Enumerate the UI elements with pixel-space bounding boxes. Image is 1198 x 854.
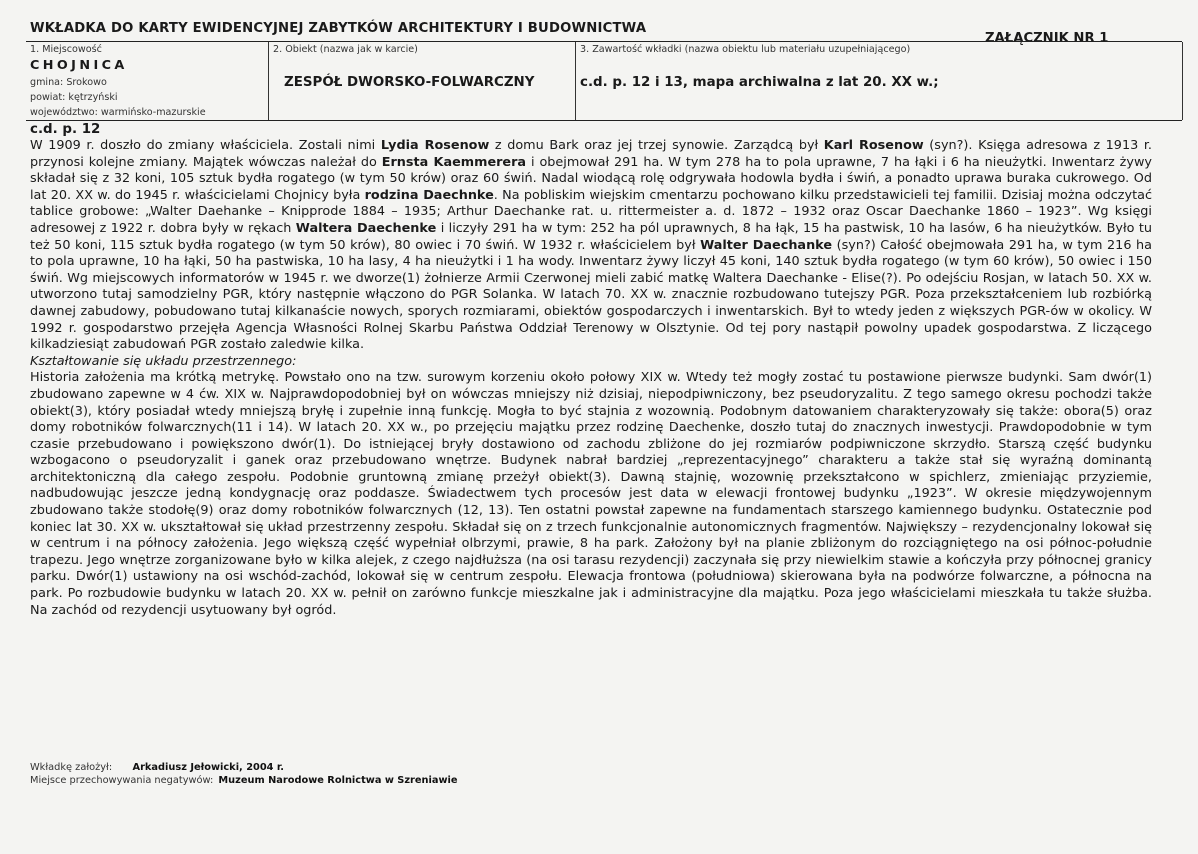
storage-line [30, 768, 458, 787]
bold-name: Walter Daechanke [700, 237, 833, 253]
town-name: CHOJNICA [30, 58, 128, 73]
storage-value: Muzeum Narodowe Rolnictwa w Szreniawie [218, 775, 458, 786]
powiat-line: powiat: kętrzyński [30, 92, 118, 103]
location-label: 1. Miejscowość [30, 44, 102, 55]
text-run: (syn?) Całość obejmowała 291 ha, w tym 216 ha to pola uprawne, 10 ha łąki, 50 ha pastwiska, 10 ha lasy, 4 ha nieużytki i 1 ha wody. Inwentarz żywy liczył 45 koni, 140 sztuk bydła rogatego (w tym 60 krów), 50 owiec i 150 świń. Wg miejscowych informatorów w 1945 r. we dworze(1) żołnierze Armii Czerwonej mieli zabić matkę Waltera Daechanke - Elise(?). Po odejściu Rosjan, w latach 50. XX w. utworzono tutaj samodzielny PGR, który następnie włączono do PGR Solanka. W latach 70. XX w. znacznie rozbudowano tutejszy PGR. Poza przekształceniem lub rozbiórką dawnej zabudowy, pobudowano tutaj kilkanaście nowych, sporych rozmiarami, obiektów gospodarczych i inwentarskich. Był to wtedy jeden z większych PGR-ów w okolicy. W 1992 r. gospodarstwo przejęła Agencja Własności Rolnej Skarbu Państwa Oddział Terenowy w Olsztynie. Od tej pory nastąpił powolny upadek gospodarstwa. Z liczącego kilkadziesiąt zabudowań PGR zostało zaledwie kilka. [30, 237, 1152, 353]
object-cell [269, 42, 576, 120]
subsection-title: Kształtowanie się układu przestrzennego: [30, 353, 297, 369]
content-label: 3. Zawartość wkładki (nazwa obiektu lub materiału uzupełniającego) [580, 44, 911, 55]
location-cell [26, 42, 269, 120]
bold-name: Ernsta Kaemmerera [381, 154, 527, 170]
text-run: W 1909 r. doszło do zmiany właściciela. Zostali nimi [30, 138, 381, 153]
bold-name: Lydia Rosenow [380, 138, 490, 153]
gmina-line: gmina: Srokowo [30, 77, 107, 88]
storage-label: Miejsce przechowywania negatywów: [30, 775, 214, 786]
object-name: ZESPÓŁ DWORSKO-FOLWARCZNY [284, 75, 535, 90]
spatial-layout-paragraph: Historia założenia ma krótką metrykę. Powstało ono na tzw. surowym korzeniu około połowy XIX w. Wtedy też mogły zostać tu postawione pierwsze budynki. Sam dwór(1) zbudowano zapewne w 4 ćw. XIX w. Najprawdopodobniej był on wówczas mniejszy niż dzisiaj, niepodpiwniczony, bez pseudoryzalitu. Z tego samego okresu pochodzi także obiekt(3), który posiadał wtedy mniejszą bryłę i zupełnie inną funkcję. Mogła to być stajnia z wozownią. Podobnym datowaniem charakteryzowały się także: obora(5) oraz domy robotników folwarcznych(11 i 14). W latach 20. XX w., po przejęciu majątku przez rodzinę Daechenke, doszło tutaj do znacznych inwestycji. Prawdopodobnie w tym czasie przebudowano i powiększono dwór(1). Do istniejącej bryły dostawiono od zachodu zbliżone do jej rozmiarów podpiwniczone skrzydło. Starszą część budynku wzbogacono o pseudoryzalit i ganek oraz przebudowano wnętrze. Budynek nabrał bardziej „reprezentacyjnego” charakteru a także stał się wyraźną dominantą architektoniczną dla całego zespołu. Podobnie gruntowną zmianę przeżył obiekt(3). Dawną stajnię, wozownię przekształcono w spichlerz, zmieniając przyziemie, nadbudowując jeszcze jedną kondygnację oraz poddasze. Świadectwem tych procesów jest data w elewacji frontowej budynku „1923”. W okresie międzywojennym zbudowano także stodołę(9) oraz domy robotników folwarcznych (12, 13). Ten ostatni powstał zapewne na fundamentach starszego kamiennego budynku. Ostatecznie pod koniec lat 30. XX w. ukształtował się układ przestrzenny zespołu. Składał się on z trzech funkcjonalnie autonomicznych fragmentów. Największy – rezydencjonalny lokował się w centrum i na północy założenia. Jego większą część wypełniał olbrzymi, prawie, 8 ha park. Założony był na planie zbliżonym do rozciągniętego na osi północ-południe trapezu. Jego wnętrze zorganizowane było w kilka alejek, z czego najdłuższa (na osi tarasu rezydencji) zaczynała się przy niewielkim stawie a kończyła przy północnej granicy parku. Dwór(1) ustawiony na osi wschód-zachód, lokował się w centrum zespołu. Elewacja frontowa (południowa) skierowana była na podwórze folwarczne, a północna na park. Po rozbudowie budynku w latach 20. XX w. pełnił on zarówno funkcje mieszkalne jak i administracyjne dla majątku. Poza jego właścicielami mieszkała tu także służba. Na zachód od rezydencji usytuowany był ogród. [30, 370, 1152, 618]
content-cell [576, 42, 1183, 120]
text-run: z domu Bark oraz jej trzej synowie. Zarządcą był [489, 138, 824, 153]
document-title: WKŁADKA DO KARTY EWIDENCYJNEJ ZABYTKÓW ARCHITEKTURY I BUDOWNICTWA [30, 21, 647, 36]
content-value: c.d. p. 12 i 13, mapa archiwalna z lat 20. XX w.; [580, 75, 939, 90]
history-paragraph [30, 138, 1152, 354]
text-run: . Na pobliskim wiejskim cmentarzu pochowano kilku przedstawicieli tej familii. Dzisiaj można odczytać tablice grobowe: „Walter Daehanke – Knipprode 1884 – 1935; Arthur Daechanke rat. u. rittermeister a. d. 1872 – 1932 oraz Oscar Daechanke 1860 – 1923”. Wg księgi adresowej z 1922 r. dobra były w rękach [30, 187, 1152, 236]
object-label: 2. Obiekt (nazwa jak w karcie) [273, 44, 418, 55]
bold-name: Karl Rosenow [823, 138, 924, 153]
bold-name: rodzina Daechnke [364, 187, 494, 203]
bold-name: Waltera Daechenke [295, 220, 437, 236]
text-run: i liczyły 291 ha w tym: 252 ha pól uprawnych, 8 ha łąk, 15 ha pastwisk, 10 ha lasów, 6 ha nieużytków. Było tu też 50 koni, 115 sztuk bydła rogatego (w tym 50 krów), 80 owiec i 70 świń. W 1932 r. właścicielem był [30, 220, 1152, 253]
body-text [30, 138, 1152, 619]
author-label: Wkładkę założył: [30, 762, 113, 773]
text-run: i obejmował 291 ha. W tym 278 ha to pola uprawne, 7 ha łąki i 6 ha nieużytki. Inwentarz żywy składał się z 32 koni, 105 sztuk bydła rogatego (w tym 50 krów) oraz 60 świń. Nadal wiodącą rolę odgrywała hodowla bydła i świń, a ponadto uprawa buraka cukrowego. Od lat 20. XX w. do 1945 r. właścicielami Chojnicy była [30, 154, 1152, 203]
attachment-label: ZAŁĄCZNIK NR 1 [985, 31, 1109, 46]
metadata-table [26, 41, 1182, 121]
text-run: (syn?). Księga adresowa z 1913 r. przynosi kolejne zmiany. Majątek wówczas należał do [30, 138, 1152, 170]
wojewodztwo-line: województwo: warmińsko-mazurskie [30, 107, 206, 118]
section-title: c.d. p. 12 [30, 122, 101, 137]
author-value: Arkadiusz Jełowicki, 2004 r. [132, 762, 285, 773]
